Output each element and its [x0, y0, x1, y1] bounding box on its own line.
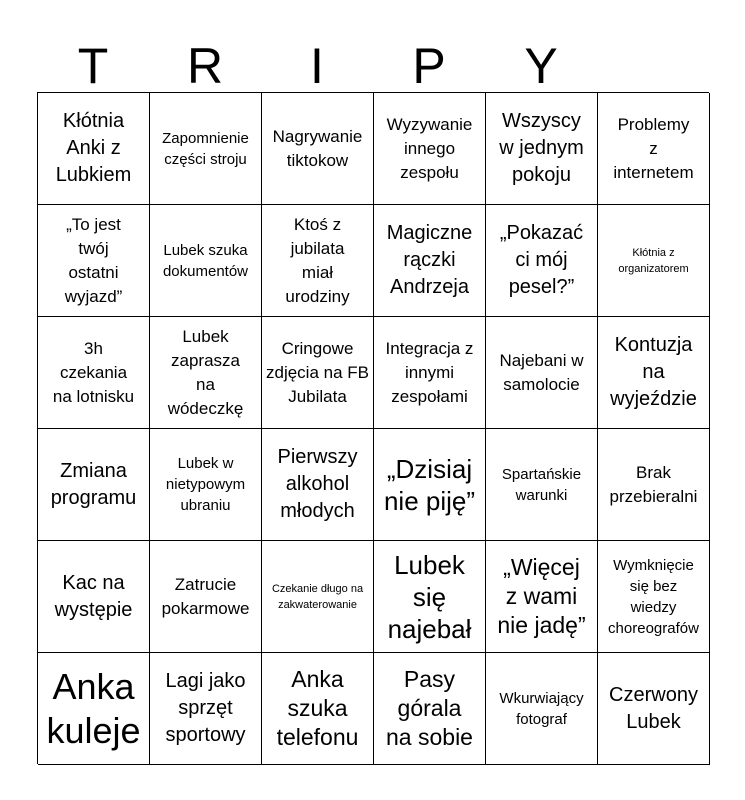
cell-text: Zmiana programu: [50, 459, 137, 509]
title-letter: T: [77, 38, 109, 94]
cell-text: Brak przebieralni: [609, 462, 698, 506]
cell-text: Wyzywanie innego zespołu: [386, 114, 473, 182]
cell-text: Kac na występie: [54, 571, 133, 621]
cell-text: Anka kuleje: [46, 665, 141, 751]
bingo-cell[interactable]: [598, 541, 710, 653]
bingo-cell[interactable]: [486, 205, 598, 317]
cell-text: Kontuzja na wyjeździe: [610, 334, 697, 410]
bingo-cell[interactable]: [598, 653, 710, 765]
bingo-cell[interactable]: [38, 429, 150, 541]
cell-text: Wymknięcie się bez wiedzy choreografów: [608, 556, 699, 637]
bingo-cell[interactable]: [150, 93, 262, 205]
cell-text: Kłótnia Anki z Lubkiem: [55, 110, 132, 186]
bingo-cell[interactable]: [262, 653, 374, 765]
cell-text: Problemy z internetem: [613, 114, 694, 182]
bingo-cell[interactable]: [374, 205, 486, 317]
bingo-cell[interactable]: [374, 317, 486, 429]
bingo-cell[interactable]: [598, 93, 710, 205]
cell-text: Ktoś z jubilata miał urodziny: [285, 214, 350, 306]
cell-text: „Więcej z wami nie jadę”: [497, 554, 586, 638]
title-letter: P: [412, 38, 446, 94]
cell-text: Cringowe zdjęcia na FB Jubilata: [266, 338, 369, 406]
bingo-cell[interactable]: [150, 653, 262, 765]
cell-text: Pierwszy alkohol młodych: [277, 446, 358, 522]
bingo-cell[interactable]: [150, 205, 262, 317]
cell-text: Najebani w samolocie: [499, 350, 584, 394]
cell-text: Integracja z innymi zespołami: [385, 338, 474, 406]
bingo-cell[interactable]: [150, 317, 262, 429]
cell-text: Wszyscy w jednym pokoju: [499, 110, 584, 186]
bingo-cell[interactable]: [38, 541, 150, 653]
cell-text: Zatrucie pokarmowe: [161, 574, 250, 618]
cell-text: Kłótnia z organizatorem: [618, 246, 689, 275]
cell-text: Lubek się najebał: [387, 549, 472, 644]
title-letter: I: [310, 38, 324, 94]
cell-text: Spartańskie warunki: [501, 465, 582, 504]
cell-text: Nagrywanie tiktokow: [272, 126, 363, 170]
cell-text: Magiczne rączki Andrzeja: [386, 222, 473, 298]
cell-text: Lubek zaprasza na wódeczkę: [167, 326, 244, 418]
cell-text: „To jest twój ostatni wyjazd”: [64, 214, 123, 306]
bingo-cell[interactable]: [374, 93, 486, 205]
bingo-cell[interactable]: [598, 317, 710, 429]
cell-text: Zapomnienie części stroju: [162, 129, 249, 168]
cell-text: Pasy górala na sobie: [386, 666, 473, 750]
cell-text: „Pokazać ci mój pesel?”: [499, 222, 584, 298]
bingo-cell[interactable]: [38, 93, 150, 205]
cell-text: Czekanie długo na zakwaterowanie: [271, 582, 364, 611]
bingo-cell[interactable]: [262, 429, 374, 541]
bingo-cell[interactable]: [150, 429, 262, 541]
bingo-cell[interactable]: [486, 653, 598, 765]
bingo-cell[interactable]: [150, 541, 262, 653]
bingo-cell[interactable]: [38, 205, 150, 317]
title-letter: R: [186, 38, 224, 94]
cell-text: Czerwony Lubek: [609, 683, 698, 733]
cell-text: Lubek w nietypowym ubraniu: [165, 455, 246, 514]
bingo-cell[interactable]: [38, 653, 150, 765]
bingo-cell[interactable]: [262, 317, 374, 429]
bingo-cell[interactable]: [38, 317, 150, 429]
cell-text: „Dzisiaj nie piję”: [383, 453, 476, 516]
bingo-cell[interactable]: [262, 93, 374, 205]
bingo-cell[interactable]: [374, 653, 486, 765]
cell-text: Anka szuka telefonu: [276, 666, 359, 750]
bingo-cell[interactable]: [486, 429, 598, 541]
bingo-cell[interactable]: [598, 205, 710, 317]
bingo-cell[interactable]: [262, 541, 374, 653]
bingo-cell[interactable]: [486, 541, 598, 653]
bingo-cell[interactable]: [598, 429, 710, 541]
bingo-cell[interactable]: [374, 541, 486, 653]
bingo-cell[interactable]: [374, 429, 486, 541]
title-letter: Y: [524, 38, 558, 94]
bingo-grid: [37, 92, 709, 764]
bingo-cell[interactable]: [486, 93, 598, 205]
cell-text: Lagi jako sprzęt sportowy: [165, 670, 246, 746]
bingo-cell[interactable]: [486, 317, 598, 429]
cell-text: 3h czekania na lotnisku: [52, 338, 135, 406]
cell-text: Lubek szuka dokumentów: [162, 241, 249, 280]
bingo-cell[interactable]: [262, 205, 374, 317]
cell-text: Wkurwiający fotograf: [499, 689, 584, 728]
bingo-title: [37, 38, 709, 94]
